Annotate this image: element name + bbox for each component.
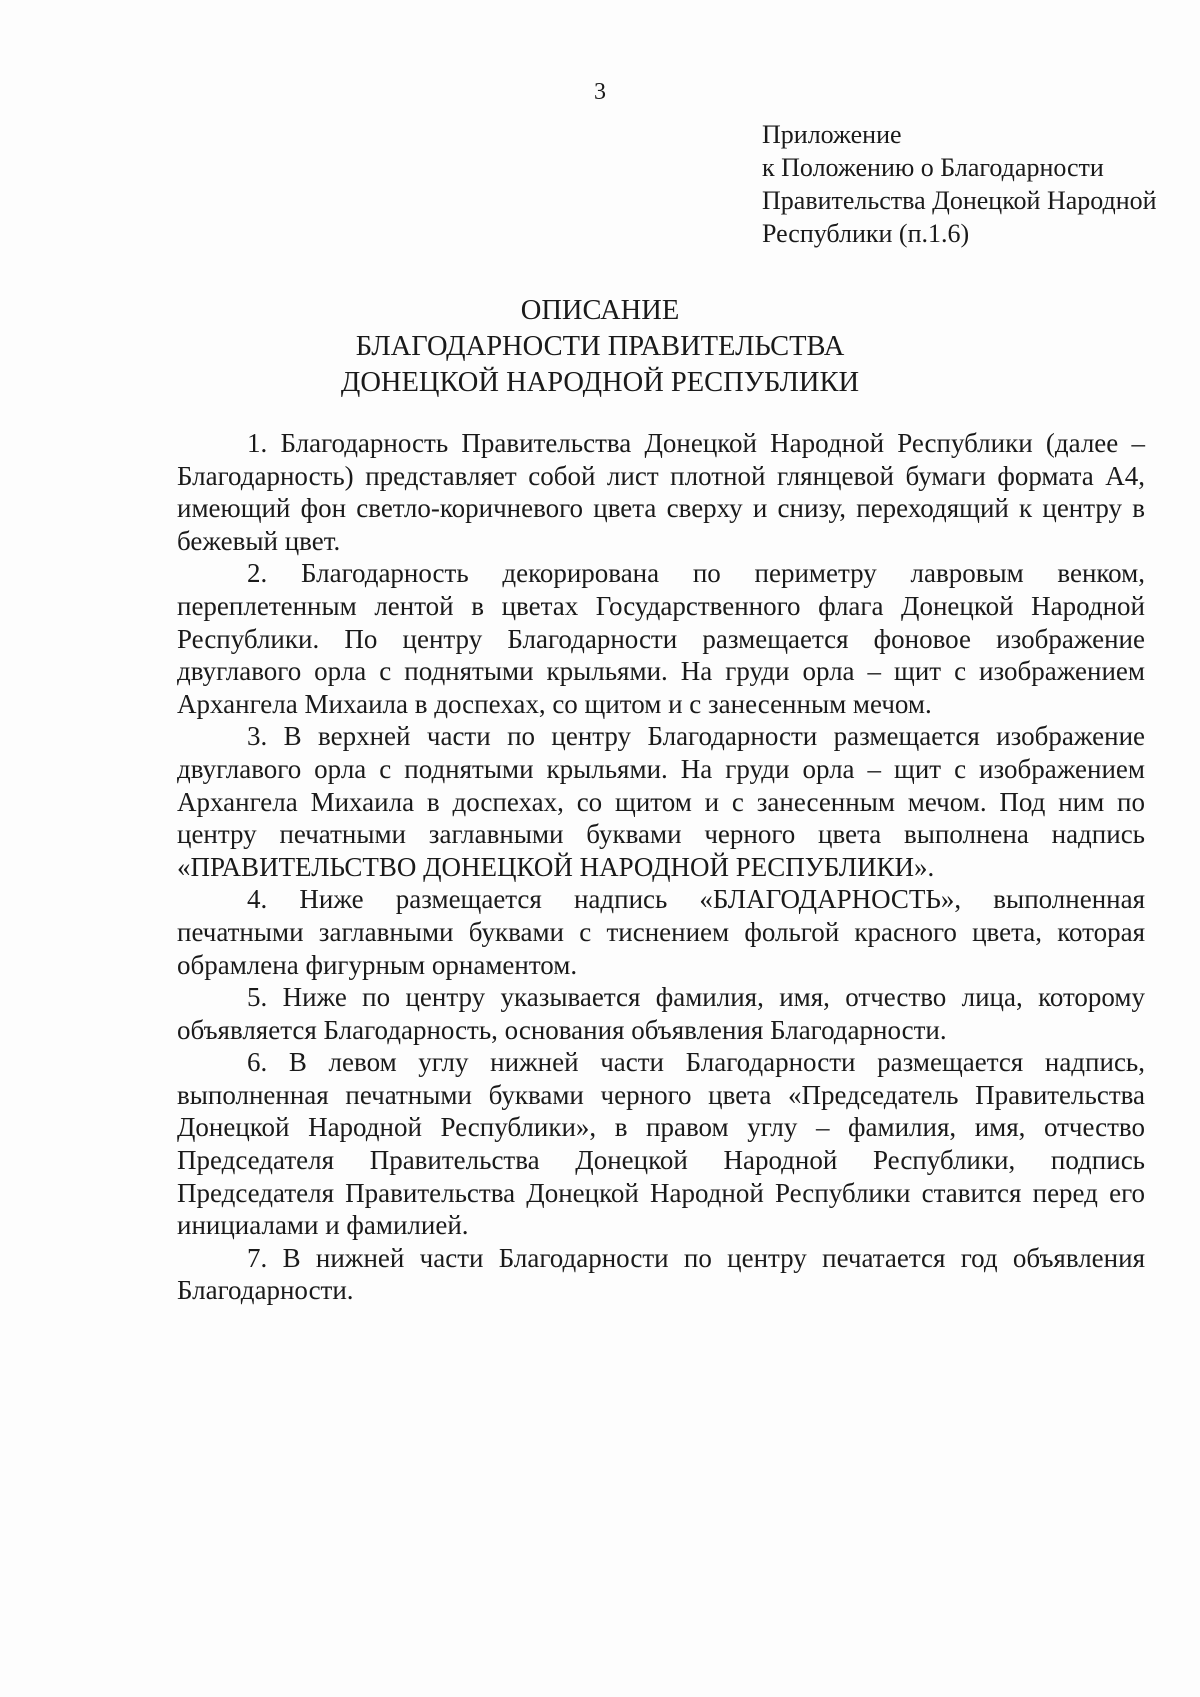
paragraph-6: 6. В левом углу нижней части Благодарности размещается надпись, выполненная печатными буквами черного цвета «Председатель Правительства Донецкой Народной Республики», в правом углу – фамилия, имя, отчество Председателя Правительства Донецкой Народной Республики, подпись Председателя Правительства Донецкой Народной Республики ставится перед его инициалами и фамилией. [177,1047,1145,1241]
paragraph-4: 4. Ниже размещается надпись «БЛАГОДАРНОСТЬ», выполненная печатными заглавными буквами с тиснением фольгой красного цвета, которая обрамлена фигурным орнаментом. [177,884,1145,980]
appendix-line: Приложение [762,120,902,149]
appendix-line: к Положению о Благодарности [762,153,1104,182]
page-number: 3 [594,79,606,105]
paragraph-7: 7. В нижней части Благодарности по центру печатается год объявления Благодарности. [177,1242,1145,1306]
paragraph-5: 5. Ниже по центру указывается фамилия, имя, отчество лица, которому объявляется Благодарность, основания объявления Благодарности. [177,982,1145,1045]
document-title [0,293,1200,401]
appendix-reference [762,118,1162,250]
paragraph-2: 2. Благодарность декорирована по периметру лавровым венком, переплетенным лентой в цветах Государственного флага Донецкой Народной Республики. По центру Благодарности размещается фоновое изображение двуглавого орла с поднятыми крыльями. На груди орла – щит с изображением Архангела Михаила в доспехах, со щитом и с занесенным мечом. [177,558,1145,719]
appendix-line: Республики (п.1.6) [762,219,970,248]
appendix-line: Правительства Донецкой Народной [762,186,1157,215]
paragraph-3: 3. В верхней части по центру Благодарности размещается изображение двуглавого орла с поднятыми крыльями. На груди орла – щит с изображением Архангела Михаила в доспехах, со щитом и с занесенным мечом. Под ним по центру печатными заглавными буквами черного цвета выполнена надпись «ПРАВИТЕЛЬСТВО ДОНЕЦКОЙ НАРОДНОЙ РЕСПУБЛИКИ». [177,721,1145,882]
title-line: ОПИСАНИЕ [520,295,680,326]
document-body [177,427,1145,1307]
paragraph-1: 1. Благодарность Правительства Донецкой Народной Республики (далее – Благодарность) представляет собой лист плотной глянцевой бумаги формата А4, имеющий фон светло-коричневого цвета сверху и снизу, переходящий к центру в бежевый цвет. [177,428,1145,556]
title-line: ДОНЕЦКОЙ НАРОДНОЙ РЕСПУБЛИКИ [340,367,860,398]
title-line: БЛАГОДАРНОСТИ ПРАВИТЕЛЬСТВА [355,331,845,362]
